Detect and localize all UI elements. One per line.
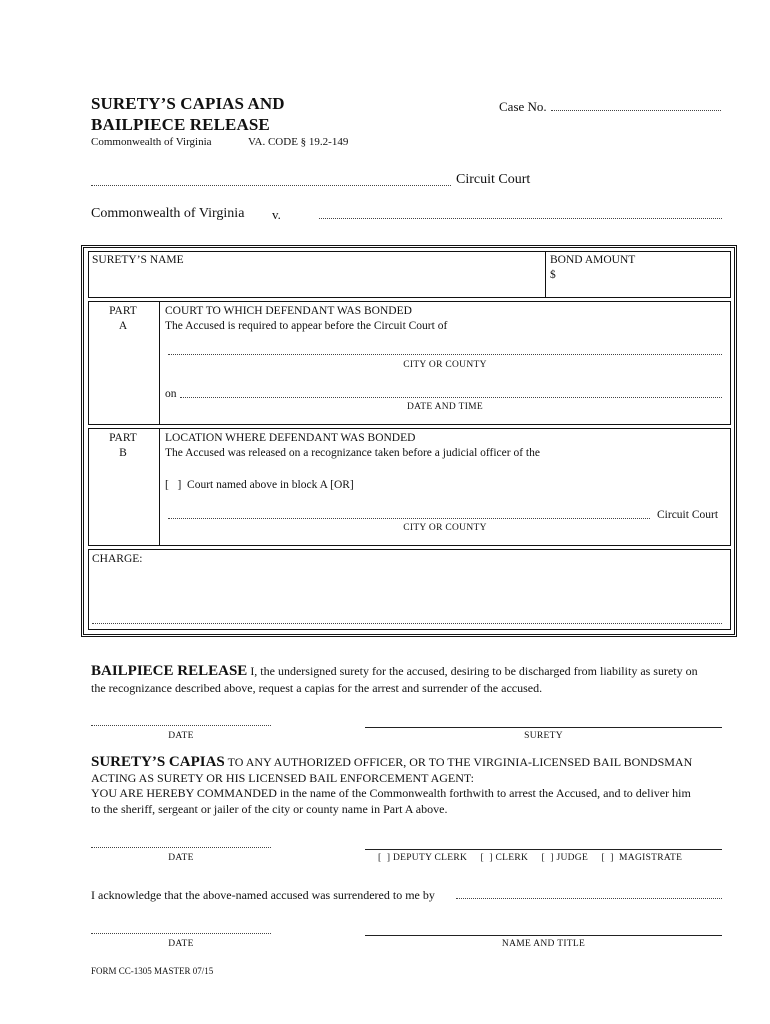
- surety-signature-label: SURETY: [524, 731, 563, 741]
- versus-label: v.: [272, 207, 281, 222]
- part-b-heading: LOCATION WHERE DEFENDANT WAS BONDED: [165, 432, 416, 444]
- capias-date-field[interactable]: [91, 847, 271, 848]
- bond-amount-label: BOND AMOUNT: [550, 254, 636, 266]
- capias-line3: YOU ARE HEREBY COMMANDED in the name of the Commonwealth forthwith to arrest the Accused, and to deliver him: [91, 786, 691, 800]
- circuit-court-label: Circuit Court: [456, 172, 531, 187]
- acknowledge-name-field[interactable]: [456, 898, 722, 899]
- part-b-city-field[interactable]: [168, 518, 650, 519]
- bailpiece-date-field[interactable]: [91, 725, 271, 726]
- part-a-date-field[interactable]: [180, 397, 722, 398]
- capias-line1: TO ANY AUTHORIZED OFFICER, OR TO THE VIRGINIA-LICENSED BAIL BONDSMAN: [227, 755, 693, 769]
- form-id: FORM CC-1305 MASTER 07/15: [91, 966, 214, 976]
- circuit-court-field[interactable]: [91, 185, 451, 186]
- part-b-text: The Accused was released on a recognizance taken before a judicial officer of the: [165, 447, 540, 459]
- acknowledge-signature-line[interactable]: [365, 935, 722, 936]
- acknowledge-name-title-label: NAME AND TITLE: [501, 939, 586, 949]
- part-b-letter: B: [119, 447, 127, 459]
- part-a-label: PART: [109, 305, 137, 317]
- charge-field[interactable]: [92, 623, 722, 624]
- surety-name-field[interactable]: [330, 258, 530, 288]
- statute-code: VA. CODE § 19.2-149: [248, 136, 349, 148]
- charge-label: CHARGE:: [92, 553, 143, 565]
- jurisdiction: Commonwealth of Virginia: [91, 136, 212, 148]
- acknowledge-text: I acknowledge that the above-named accused was surrendered to me by: [91, 888, 435, 902]
- part-a-on-label: on: [165, 388, 177, 400]
- bailpiece-heading: BAILPIECE RELEASE: [91, 663, 248, 679]
- bailpiece-text-line1: I, the undersigned surety for the accused, desiring to be discharged from liability as surety on: [250, 664, 698, 678]
- part-b-city-label: CITY OR COUNTY: [403, 523, 487, 533]
- part-a-text: The Accused is required to appear before the Circuit Court of: [165, 320, 448, 332]
- defendant-name-field[interactable]: [319, 218, 722, 219]
- bond-dollar-sign: $: [550, 269, 556, 281]
- part-a-letter: A: [118, 320, 128, 332]
- capias-line4: to the sheriff, sergeant or jailer of the city or county name in Part A above.: [91, 802, 448, 816]
- commonwealth-label: Commonwealth of Virginia: [91, 206, 245, 221]
- part-b-checkbox[interactable]: [ ] Court named above in block A [OR]: [165, 479, 354, 491]
- acknowledge-date-field[interactable]: [91, 933, 271, 934]
- part-a-city-field[interactable]: [168, 354, 722, 355]
- surety-signature-line[interactable]: [365, 727, 722, 728]
- case-no-label: Case No.: [499, 99, 547, 114]
- capias-signature-line[interactable]: [365, 849, 722, 850]
- bailpiece-date-label: DATE: [168, 731, 194, 741]
- bailpiece-text-line2: the recognizance described above, request a capias for the arrest and surrender of the accused.: [91, 681, 543, 695]
- capias-date-label: DATE: [168, 853, 194, 863]
- case-no-field[interactable]: [551, 110, 721, 111]
- acknowledge-date-label: DATE: [168, 939, 194, 949]
- capias-heading: SURETY’S CAPIAS: [91, 754, 225, 770]
- form-title-line1: SURETY’S CAPIAS AND: [91, 94, 285, 113]
- part-a-date-label: DATE AND TIME: [406, 402, 484, 412]
- capias-line2: ACTING AS SURETY OR HIS LICENSED BAIL ENFORCEMENT AGENT:: [91, 771, 474, 785]
- part-b-divider: [159, 428, 160, 546]
- part-a-city-label: CITY OR COUNTY: [403, 360, 487, 370]
- part-a-heading: COURT TO WHICH DEFENDANT WAS BONDED: [165, 305, 412, 317]
- capias-paragraph-line1: [91, 754, 692, 771]
- form-title-line2: BAILPIECE RELEASE: [91, 115, 270, 134]
- part-b-circuit-court-label: Circuit Court: [657, 509, 719, 521]
- surety-name-label: SURETY’S NAME: [92, 254, 184, 266]
- bailpiece-paragraph-line1: [91, 663, 698, 680]
- charge-box: [88, 549, 731, 630]
- part-a-divider: [159, 301, 160, 425]
- capias-signer-options[interactable]: [ ] DEPUTY CLERK [ ] CLERK [ ] JUDGE [ ] MAGISTRATE: [378, 853, 683, 863]
- part-b-label: PART: [109, 432, 137, 444]
